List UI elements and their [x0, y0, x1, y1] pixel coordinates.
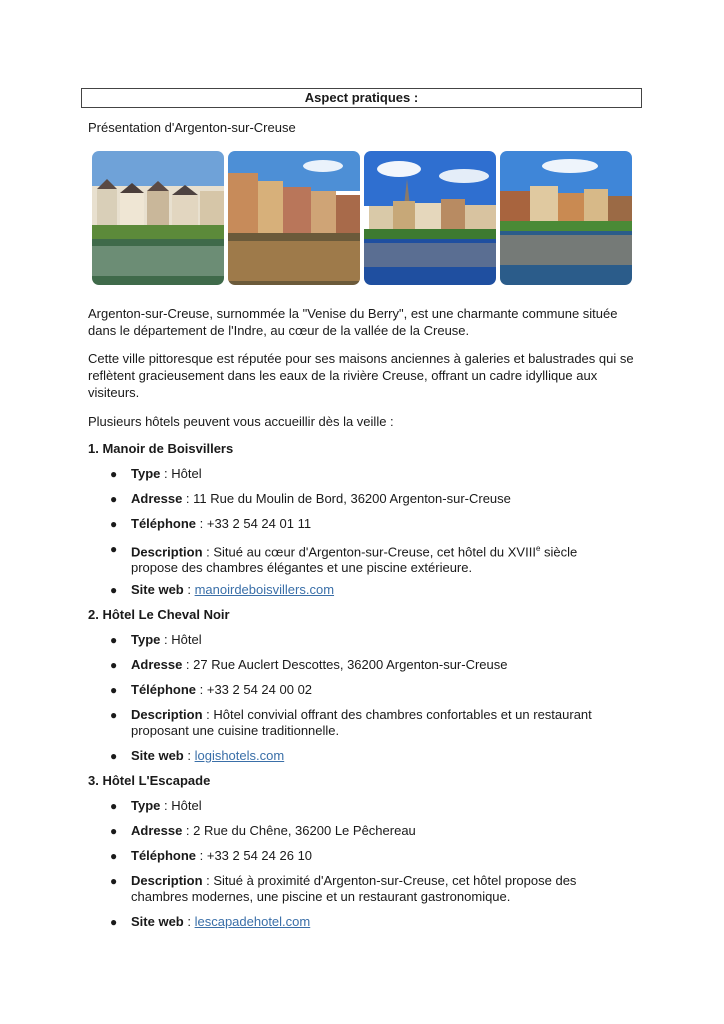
address-label: Adresse — [131, 823, 183, 838]
address-value: 2 Rue du Chêne, 36200 Le Pêchereau — [193, 823, 416, 838]
hotel-2-title: 2. Hôtel Le Cheval Noir — [88, 607, 230, 622]
phone-label: Téléphone — [131, 848, 197, 863]
bullet-icon: ● — [110, 915, 118, 929]
presentation-subtitle: Présentation d'Argenton-sur-Creuse — [88, 120, 296, 135]
description-label: Description — [131, 707, 203, 722]
section-title: Aspect pratiques : — [81, 88, 642, 108]
description-label: Description — [131, 544, 203, 560]
description-value: Situé à proximité d'Argenton-sur-Creuse, cet hôtel propose des chambres modernes, une piscine et un restaurant gastronomique. — [131, 873, 577, 904]
type-label: Type — [131, 798, 161, 813]
photo-strip — [92, 151, 632, 285]
bullet-icon: ● — [110, 658, 118, 672]
address-value: 27 Rue Auclert Descottes, 36200 Argenton-sur-Creuse — [193, 657, 508, 672]
description-value-post: siècle propose des chambres élégantes et une piscine extérieure. — [131, 544, 578, 576]
website-link[interactable]: lescapadehotel.com — [194, 914, 311, 929]
intro-paragraph-1: Argenton-sur-Creuse, surnommée la "Venise du Berry", est une charmante commune située dans le département de l'Indre, au cœur de la vallée de la Creuse. — [88, 306, 618, 338]
bullet-icon: ● — [110, 683, 118, 697]
bullet-icon: ● — [110, 633, 118, 647]
hotel-3-title: 3. Hôtel L'Escapade — [88, 773, 211, 788]
address-value: 11 Rue du Moulin de Bord, 36200 Argenton-sur-Creuse — [193, 491, 511, 506]
phone-value: +33 2 54 24 01 11 — [206, 516, 312, 531]
website-link[interactable]: manoirdeboisvillers.com — [194, 582, 335, 597]
website-link[interactable]: logishotels.com — [194, 748, 285, 763]
bullet-icon: ● — [110, 492, 118, 506]
town-photo-3 — [364, 151, 496, 285]
description-value: Hôtel convivial offrant des chambres confortables et un restaurant proposant une cuisine traditionnelle. — [131, 707, 592, 738]
bullet-icon: ● — [110, 708, 118, 722]
bullet-icon: ● — [110, 749, 118, 763]
type-value: Hôtel — [171, 632, 202, 647]
description-label: Description — [131, 873, 203, 888]
address-label: Adresse — [131, 657, 183, 672]
website-label: Site web — [131, 582, 184, 597]
bullet-icon: ● — [110, 542, 118, 556]
town-photo-1 — [92, 151, 224, 285]
bullet-icon: ● — [110, 467, 118, 481]
description-value-pre: Situé au cœur d'Argenton-sur-Creuse, cet hôtel du XVIII — [213, 544, 536, 560]
bullet-icon: ● — [110, 874, 118, 888]
intro-paragraph-3: Plusieurs hôtels peuvent vous accueillir dès la veille : — [88, 414, 394, 429]
type-label: Type — [131, 632, 161, 647]
phone-value: +33 2 54 24 26 10 — [206, 848, 313, 863]
website-label: Site web — [131, 914, 184, 929]
century-superscript: e — [535, 544, 541, 553]
document-page: Aspect pratiques : Présentation d'Argenton-sur-Creuse Argenton-sur-Creuse, surnommée la "Venise du Berry", est une charmante commune située dans le département de l'Indre, au cœur de la vallée de la Creuse. Cette ville pittoresque est réputée pour ses maisons anciennes à galeries et balustrades qui se reflètent gracieusement dans les eaux de la rivière Creuse, offrant un cadre idyllique aux visiteurs. Plusieurs hôtels peuvent vous accueillir dès la veille : 1. Manoir de Boisvillers ● Type : Hôtel ● Adresse : 11 Rue du Moulin de Bord, 36200 Argenton-sur-Creuse ● Téléphone : +33 2 54 24 01 11 ● Description : Situé au cœur d'Argenton-sur-Creuse, cet hôtel du XVIIIe siècle propose des chambres élégantes et une piscine extérieure. ● Site web : manoirdeboisvillers.com 2. Hôtel Le Cheval Noir ● Type : Hôtel ● Adresse : 27 Rue Auclert Descottes, 36200 Argenton-sur-Creuse ● Téléphone : +33 2 54 24 00 02 ● Description : Hôtel convivial offrant des chambres confortables et un restaurant proposant une cuisine traditionnelle. ● Site web : logishotels.com 3. Hôtel L'Escapade ● Type : Hôtel ● Adresse : 2 Rue du Chêne, 36200 Le Pêchereau ● Téléphone : +33 2 54 24 26 10 ● Description : Situé à proximité d'Argenton-sur-Creuse, cet hôtel propose des chambres modernes, une piscine et un restaurant gastronomique. ● Site web : lescapadehotel.com — [0, 0, 724, 1024]
type-value: Hôtel — [171, 466, 202, 481]
website-label: Site web — [131, 748, 184, 763]
phone-label: Téléphone — [131, 682, 197, 697]
phone-value: +33 2 54 24 00 02 — [206, 682, 313, 697]
type-label: Type — [131, 466, 161, 481]
town-photo-2 — [228, 151, 360, 285]
phone-label: Téléphone — [131, 516, 197, 531]
intro-paragraph-2: Cette ville pittoresque est réputée pour ses maisons anciennes à galeries et balustrades qui se reflètent gracieusement dans les eaux de la rivière Creuse, offrant un cadre idyllique aux visiteurs. — [88, 351, 634, 400]
hotel-1-title: 1. Manoir de Boisvillers — [88, 441, 234, 456]
bullet-icon: ● — [110, 824, 118, 838]
bullet-icon: ● — [110, 849, 118, 863]
bullet-icon: ● — [110, 517, 118, 531]
address-label: Adresse — [131, 491, 183, 506]
town-photo-4 — [500, 151, 632, 285]
type-value: Hôtel — [171, 798, 202, 813]
bullet-icon: ● — [110, 799, 118, 813]
bullet-icon: ● — [110, 583, 118, 597]
